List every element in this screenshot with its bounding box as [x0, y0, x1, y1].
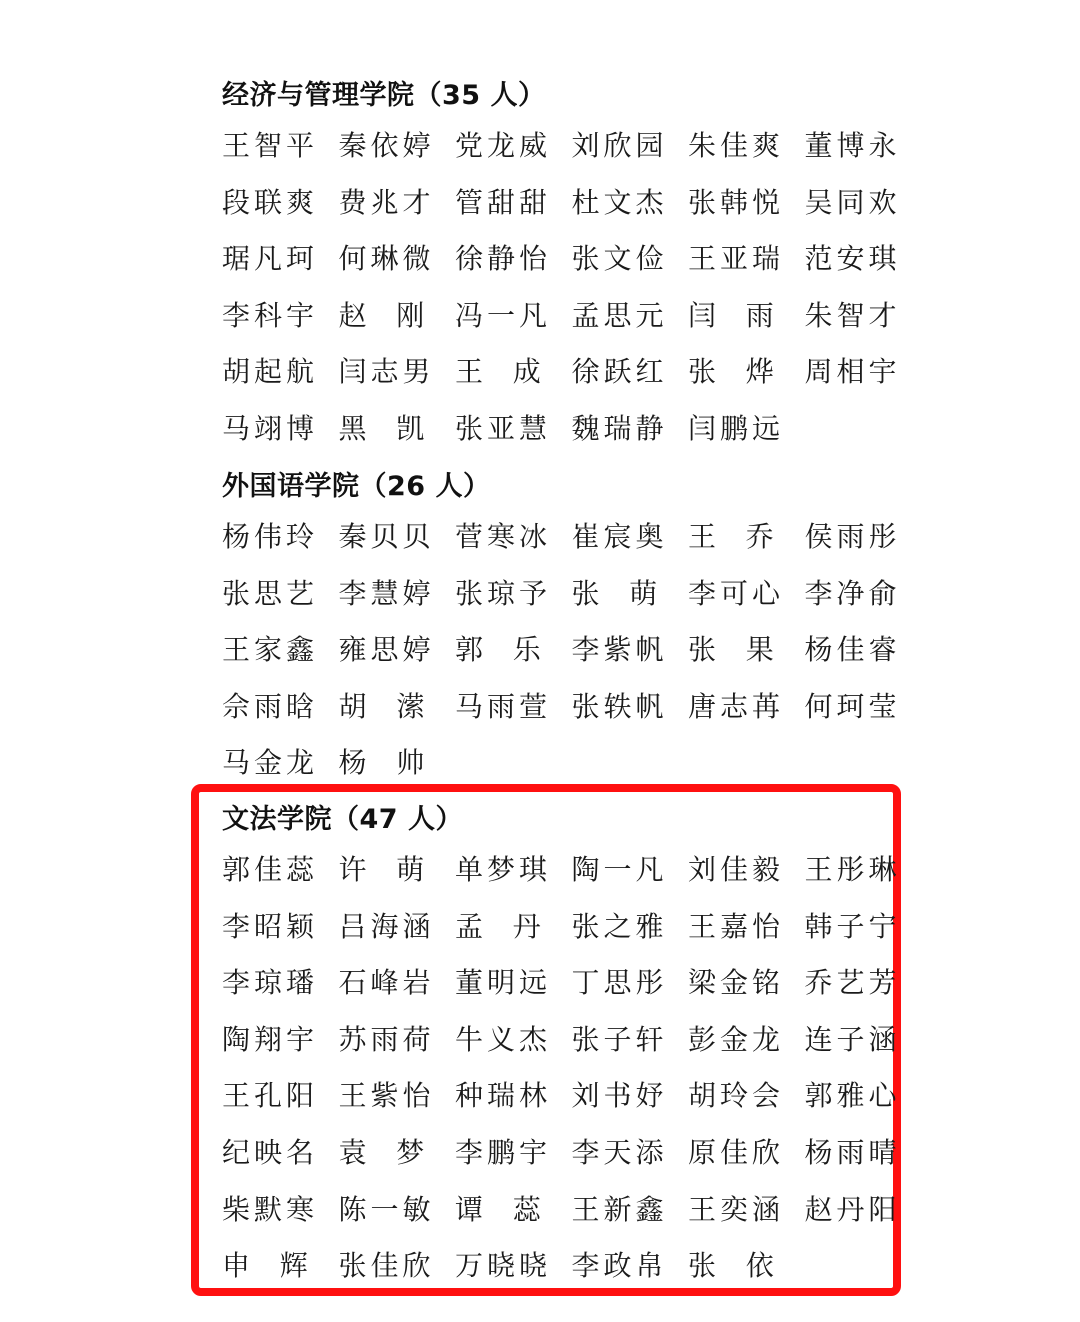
- name-item: 陈一敏: [338, 1192, 435, 1226]
- name-item: 胡 潆: [338, 689, 429, 723]
- name-item: 魏瑞静: [571, 411, 668, 445]
- name-item: 孟 丹: [455, 909, 545, 943]
- name-item: 唐志苒: [688, 689, 785, 723]
- name-item: 徐跃红: [571, 355, 668, 389]
- name-item: 杨伟玲: [222, 520, 319, 553]
- name-item: 段联爽: [222, 185, 319, 219]
- name-item: 牛义杰: [455, 1022, 552, 1056]
- name-item: 孟思元: [571, 298, 668, 332]
- name-item: 王奕涵: [688, 1192, 785, 1226]
- name-item: 何琳微: [338, 242, 435, 276]
- name-item: 党龙威: [455, 129, 552, 162]
- name-item: 张 果: [688, 633, 778, 667]
- section-economics-management: [222, 80, 922, 458]
- name-item: 崔宸奥: [571, 520, 668, 553]
- name-item: 李政帛: [571, 1249, 668, 1283]
- name-item: 闫志男: [338, 355, 435, 389]
- name-item: 张亚慧: [455, 411, 552, 445]
- name-item: 王 乔: [688, 520, 778, 553]
- name-item: 周相宇: [804, 355, 901, 389]
- name-item: 胡玲会: [688, 1079, 785, 1113]
- name-item: 何珂莹: [804, 689, 901, 723]
- name-item: 李天添: [571, 1135, 668, 1169]
- name-item: 王家鑫: [222, 633, 319, 667]
- name-item: 佘雨晗: [222, 689, 319, 723]
- name-item: 马金龙: [222, 746, 319, 780]
- name-item: 石峰岩: [338, 966, 435, 1000]
- name-item: 冯一凡: [455, 298, 552, 332]
- name-item: 胡起航: [222, 355, 319, 389]
- name-item: 吴同欢: [804, 185, 901, 219]
- name-item: 纪映名: [222, 1135, 319, 1169]
- name-item: 郭佳蕊: [222, 853, 319, 886]
- name-item: 梁金铭: [688, 966, 785, 1000]
- name-item: 秦依婷: [338, 129, 435, 162]
- name-item: 赵 刚: [338, 298, 429, 332]
- name-item: 菅寒冰: [455, 520, 552, 553]
- name-item: 杨雨晴: [804, 1135, 901, 1169]
- name-item: 原佳欣: [688, 1135, 785, 1169]
- name-item: 申 辉: [222, 1249, 312, 1283]
- name-item: 种瑞林: [455, 1079, 552, 1113]
- name-item: 陶翔宇: [222, 1022, 319, 1056]
- name-item: 王亚瑞: [688, 242, 785, 276]
- name-item: 张 依: [688, 1249, 778, 1283]
- name-item: 李科宇: [222, 298, 319, 332]
- name-grid: [222, 118, 922, 458]
- name-item: 万晓晓: [455, 1249, 552, 1283]
- name-item: 丁思彤: [571, 966, 668, 1000]
- name-item: 王智平: [222, 129, 319, 162]
- name-item: 管甜甜: [455, 185, 552, 219]
- name-item: 张轶帆: [571, 689, 668, 723]
- section-title: 外国语学院（26 人）: [222, 471, 491, 502]
- name-item: 琚凡珂: [222, 242, 319, 276]
- name-item: 马雨萱: [455, 689, 552, 723]
- name-item: 董明远: [455, 966, 552, 1000]
- name-item: 黑 凯: [338, 411, 429, 445]
- name-grid: [222, 842, 922, 1295]
- name-item: 徐静怡: [455, 242, 552, 276]
- name-item: 谭 蕊: [455, 1192, 545, 1226]
- name-item: 李紫帆: [571, 633, 668, 667]
- section-foreign-languages: [222, 471, 922, 792]
- name-item: 郭雅心: [804, 1079, 901, 1113]
- name-item: 刘欣园: [571, 129, 668, 162]
- name-item: 王紫怡: [338, 1079, 435, 1113]
- name-item: 侯雨彤: [804, 520, 901, 553]
- name-item: 李净俞: [804, 576, 901, 610]
- name-item: 王孔阳: [222, 1079, 319, 1113]
- name-item: 乔艺芳: [804, 966, 901, 1000]
- name-item: 费兆才: [338, 185, 435, 219]
- name-item: 张琼予: [455, 576, 552, 610]
- name-item: 单梦琪: [455, 853, 552, 886]
- name-item: 刘佳毅: [688, 853, 785, 886]
- name-item: 许 萌: [338, 853, 429, 886]
- name-item: 连子涵: [804, 1022, 901, 1056]
- name-item: 朱佳爽: [688, 129, 785, 162]
- name-item: 范安琪: [804, 242, 901, 276]
- name-item: 张思艺: [222, 576, 319, 610]
- name-item: 赵丹阳: [804, 1192, 901, 1226]
- name-item: 李慧婷: [338, 576, 435, 610]
- name-item: 张 烨: [688, 355, 778, 389]
- name-item: 张韩悦: [688, 185, 785, 219]
- name-item: 张文俭: [571, 242, 668, 276]
- name-item: 李昭颖: [222, 909, 319, 943]
- section-title: 经济与管理学院（35 人）: [222, 80, 546, 111]
- name-item: 李琼璠: [222, 966, 319, 1000]
- name-item: 郭 乐: [455, 633, 545, 667]
- name-item: 张 萌: [571, 576, 662, 610]
- name-item: 闫 雨: [688, 298, 778, 332]
- name-item: 陶一凡: [571, 853, 668, 886]
- name-item: 柴默寒: [222, 1192, 319, 1226]
- name-item: 董博永: [804, 129, 901, 162]
- name-item: 王 成: [455, 355, 545, 389]
- name-item: 韩子宁: [804, 909, 901, 943]
- name-item: 张佳欣: [338, 1249, 435, 1283]
- name-item: 吕海涵: [338, 909, 435, 943]
- name-item: 王嘉怡: [688, 909, 785, 943]
- name-item: 李鹏宇: [455, 1135, 552, 1169]
- name-item: 秦贝贝: [338, 520, 435, 553]
- name-item: 杨佳睿: [804, 633, 901, 667]
- name-item: 张之雅: [571, 909, 668, 943]
- name-item: 雍思婷: [338, 633, 435, 667]
- name-item: 杜文杰: [571, 185, 668, 219]
- section-humanities-law: [222, 804, 922, 1295]
- name-item: 李可心: [688, 576, 785, 610]
- name-item: 闫鹏远: [688, 411, 785, 445]
- name-item: 王彤琳: [804, 853, 901, 886]
- name-item: 朱智才: [804, 298, 901, 332]
- name-item: 苏雨荷: [338, 1022, 435, 1056]
- name-grid: [222, 509, 922, 792]
- name-item: 张子轩: [571, 1022, 668, 1056]
- section-title: 文法学院（47 人）: [222, 804, 463, 835]
- name-item: 王新鑫: [571, 1192, 668, 1226]
- name-item: 马翊博: [222, 411, 319, 445]
- name-item: 刘书妤: [571, 1079, 668, 1113]
- name-item: 杨 帅: [338, 746, 429, 780]
- name-item: 彭金龙: [688, 1022, 785, 1056]
- name-item: 袁 梦: [338, 1135, 429, 1169]
